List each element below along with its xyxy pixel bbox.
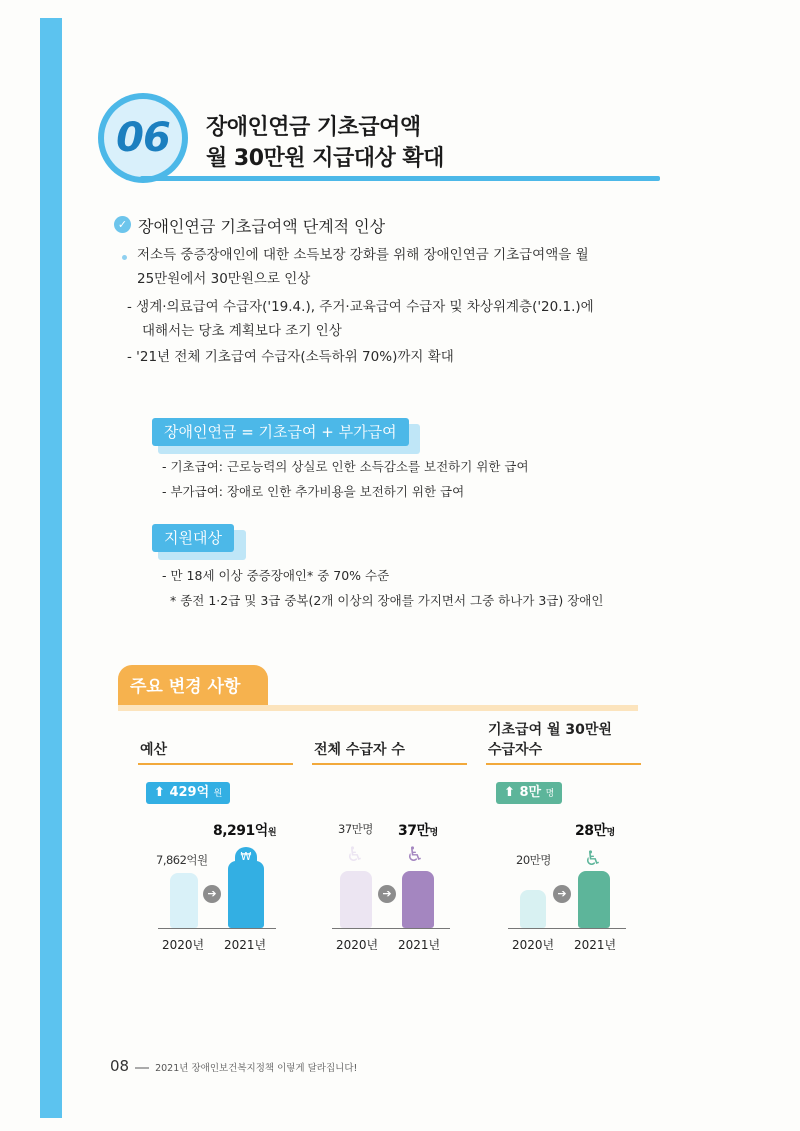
basic-heading-line-2: 수급자수	[488, 742, 543, 758]
basic-2021-value	[575, 820, 615, 840]
budget-baseline	[158, 928, 276, 929]
total-2021-value	[398, 820, 438, 840]
basic-baseline	[508, 928, 626, 929]
budget-year-2021: 2021년	[224, 938, 267, 952]
total-2021-unit: 명	[429, 828, 438, 838]
basic-2020-value: 20만명	[516, 853, 551, 867]
title-line-1: 장애인연금 기초급여액	[206, 115, 421, 140]
page-number: 08	[110, 1057, 130, 1075]
basic-year-2020: 2020년	[512, 938, 555, 952]
basic-increase-unit: 명	[545, 789, 555, 799]
total-baseline	[332, 928, 450, 929]
footer	[110, 1057, 357, 1075]
sidebar-stripe	[40, 18, 62, 1118]
budget-increase-value: 429억	[169, 785, 210, 800]
key-changes-label: 주요 변경 사항	[130, 677, 241, 697]
dash-item-1-line-2: 대해서는 당초 계획보다 조기 인상	[142, 323, 342, 339]
total-year-2021: 2021년	[398, 938, 441, 952]
formula-pill: 장애인연금 = 기초급여 + 부가급여	[152, 418, 409, 446]
total-2021-bar	[402, 871, 434, 928]
basic-heading-line-1: 기초급여 월 30만원	[488, 722, 612, 738]
total-year-2020: 2020년	[336, 938, 379, 952]
budget-2021-bar	[228, 861, 264, 928]
wheelchair-coin-icon: ♿	[584, 846, 602, 870]
basic-2021-bar	[578, 871, 610, 928]
wheelchair-icon: ♿	[406, 842, 424, 866]
section-number: 06	[104, 99, 182, 177]
budget-2020-bar	[170, 873, 198, 928]
budget-2021-unit: 원	[267, 828, 277, 838]
footer-divider	[135, 1067, 149, 1069]
bullet-dot-icon	[122, 255, 127, 260]
arrow-right-icon: ➔	[203, 885, 221, 903]
bullet-line-2: 25만원에서 30만원으로 인상	[137, 271, 311, 287]
basic-heading	[488, 720, 612, 760]
section-title: 장애인연금 기초급여액 단계적 인상	[138, 217, 386, 236]
money-bag-icon: ₩	[235, 847, 257, 867]
budget-2021-number: 8,291억	[213, 823, 268, 839]
check-icon: ✓	[114, 216, 131, 233]
budget-increase-unit: 원	[213, 789, 223, 799]
total-2020-value: 37만명	[338, 822, 373, 836]
arrow-right-icon: ➔	[553, 885, 571, 903]
eligibility-pill: 지원대상	[152, 524, 234, 552]
basic-increase-badge	[496, 782, 562, 804]
budget-heading: 예산	[140, 742, 168, 758]
basic-2020-bar	[520, 890, 546, 928]
eligibility-note: * 종전 1·2급 및 3급 중복(2개 이상의 장애를 가지면서 그중 하나가 3급) 장애인	[170, 593, 604, 608]
budget-increase-badge	[146, 782, 230, 804]
budget-2020-value: 7,862억원	[156, 853, 208, 867]
page-title	[206, 112, 444, 174]
up-arrow-icon: ⬆	[154, 785, 165, 800]
arrow-right-icon: ➔	[378, 885, 396, 903]
total-2020-bar	[340, 871, 372, 928]
title-underline	[140, 176, 660, 181]
wheelchair-icon: ♿	[346, 842, 364, 866]
basic-2021-number: 28만	[575, 823, 607, 839]
total-heading: 전체 수급자 수	[314, 742, 405, 758]
eligibility-item-1: - 만 18세 이상 중증장애인* 중 70% 수준	[162, 568, 390, 583]
basic-2021-unit: 명	[606, 828, 615, 838]
formula-item-1: - 기초급여: 근로능력의 상실로 인한 소득감소를 보전하기 위한 급여	[162, 459, 529, 474]
basic-heading-line	[486, 763, 641, 765]
basic-year-2021: 2021년	[574, 938, 617, 952]
budget-year-2020: 2020년	[162, 938, 205, 952]
footer-text: 2021년 장애인보건복지정책 이렇게 달라집니다!	[155, 1063, 358, 1074]
up-arrow-icon: ⬆	[504, 785, 515, 800]
dash-item-2: - '21년 전체 기초급여 수급자(소득하위 70%)까지 확대	[127, 349, 454, 365]
key-changes-strip	[118, 705, 638, 711]
title-line-2: 월 30만원 지급대상 확대	[206, 146, 444, 171]
bullet-line-1: 저소득 중증장애인에 대한 소득보장 강화를 위해 장애인연금 기초급여액을 월	[137, 247, 589, 263]
budget-2021-value	[213, 820, 276, 840]
total-2021-number: 37만	[398, 823, 430, 839]
dash-item-1-line-1: - 생계·의료급여 수급자('19.4.), 주거·교육급여 수급자 및 차상위계층('20.1.)에	[127, 299, 594, 315]
total-heading-line	[312, 763, 467, 765]
budget-heading-line	[138, 763, 293, 765]
basic-increase-value: 8만	[519, 785, 542, 800]
formula-item-2: - 부가급여: 장애로 인한 추가비용을 보전하기 위한 급여	[162, 484, 465, 499]
